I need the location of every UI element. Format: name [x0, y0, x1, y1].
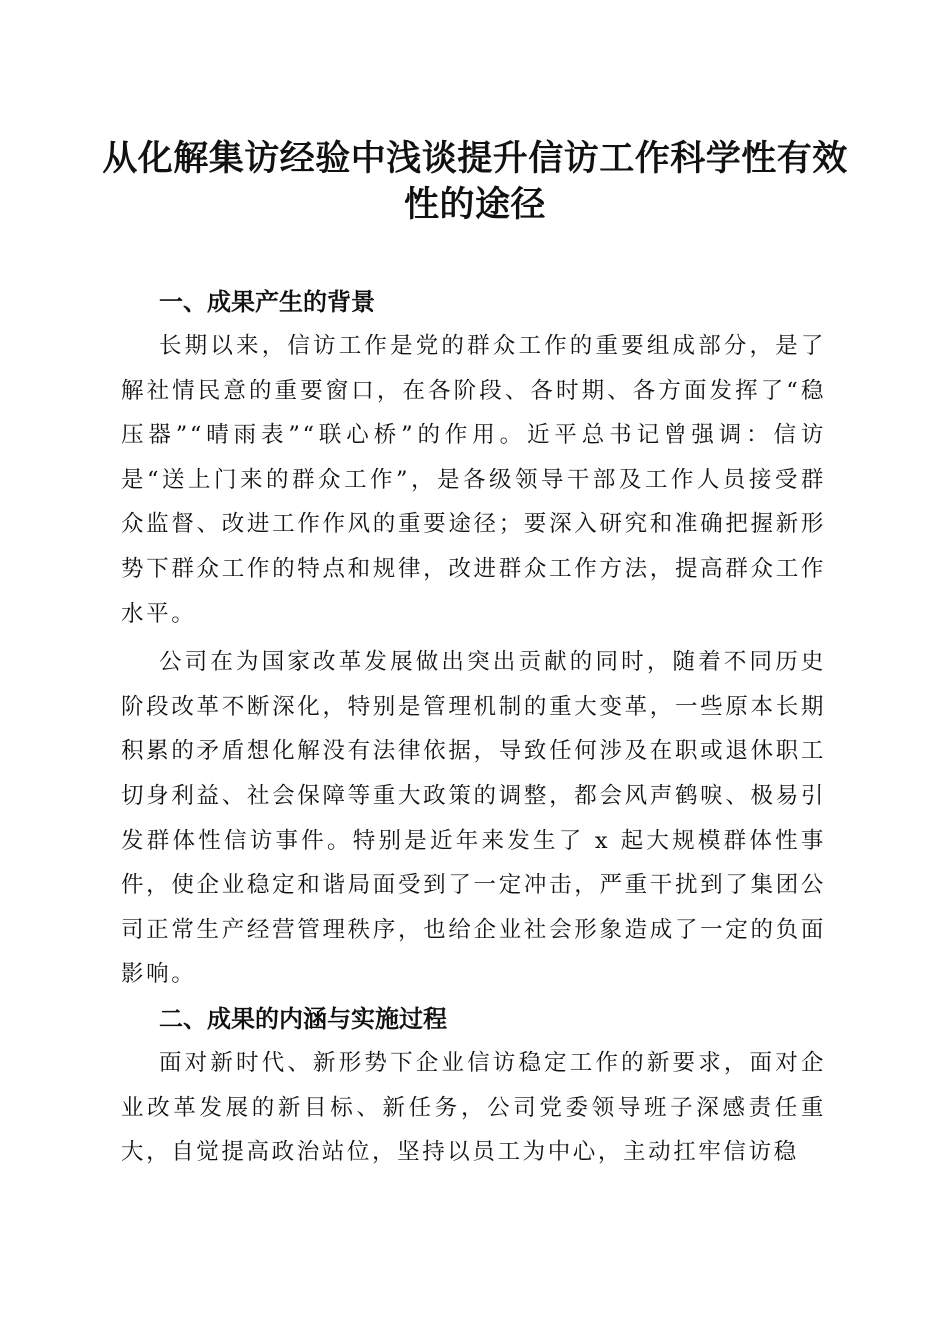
document-title: 从化解集访经验中浅谈提升信访工作科学性有效性的途径: [102, 138, 848, 225]
paragraph: 长期以来，信访工作是党的群众工作的重要组成部分，是了解社情民意的重要窗口，在各阶段、各时期、各方面发挥了“稳压器”“晴雨表”“联心桥”的作用。近平总书记曾强调：信访是“送上门来的群众工作”，是各级领导干部及工作人员接受群众监督、改进工作作风的重要途径；要深入研究和准确把握新形势下群众工作的特点和规律，改进群众工作方法，提高群众工作水平。: [121, 333, 826, 627]
section-heading-connotation: 二、成果的内涵与实施过程: [159, 1004, 447, 1033]
section-heading-background: 一、成果产生的背景: [159, 288, 375, 316]
paragraph: 面对新时代、新形势下企业信访稳定工作的新要求，面对企业改革发展的新目标、新任务，公司党委领导班子深感责任重大，自觉提高政治站位，坚持以员工为中心，主动扛牢信访稳: [121, 1049, 826, 1166]
paragraph: 公司在为国家改革发展做出突出贡献的同时，随着不同历史阶段改革不断深化，特别是管理机制的重大变革，一些原本长期积累的矛盾想化解没有法律依据，导致任何涉及在职或退休职工切身利益、社会保障等重大政策的调整，都会风声鹤唳、极易引发群体性信访事件。特别是近年来发生了 x 起大规模群体性事件，使企业稳定和谐局面受到了一定冲击，严重干扰到了集团公司正常生产经营管理秩序，也给企业社会形象造成了一定的负面影响。: [121, 649, 826, 988]
document-body: [121, 280, 826, 1175]
